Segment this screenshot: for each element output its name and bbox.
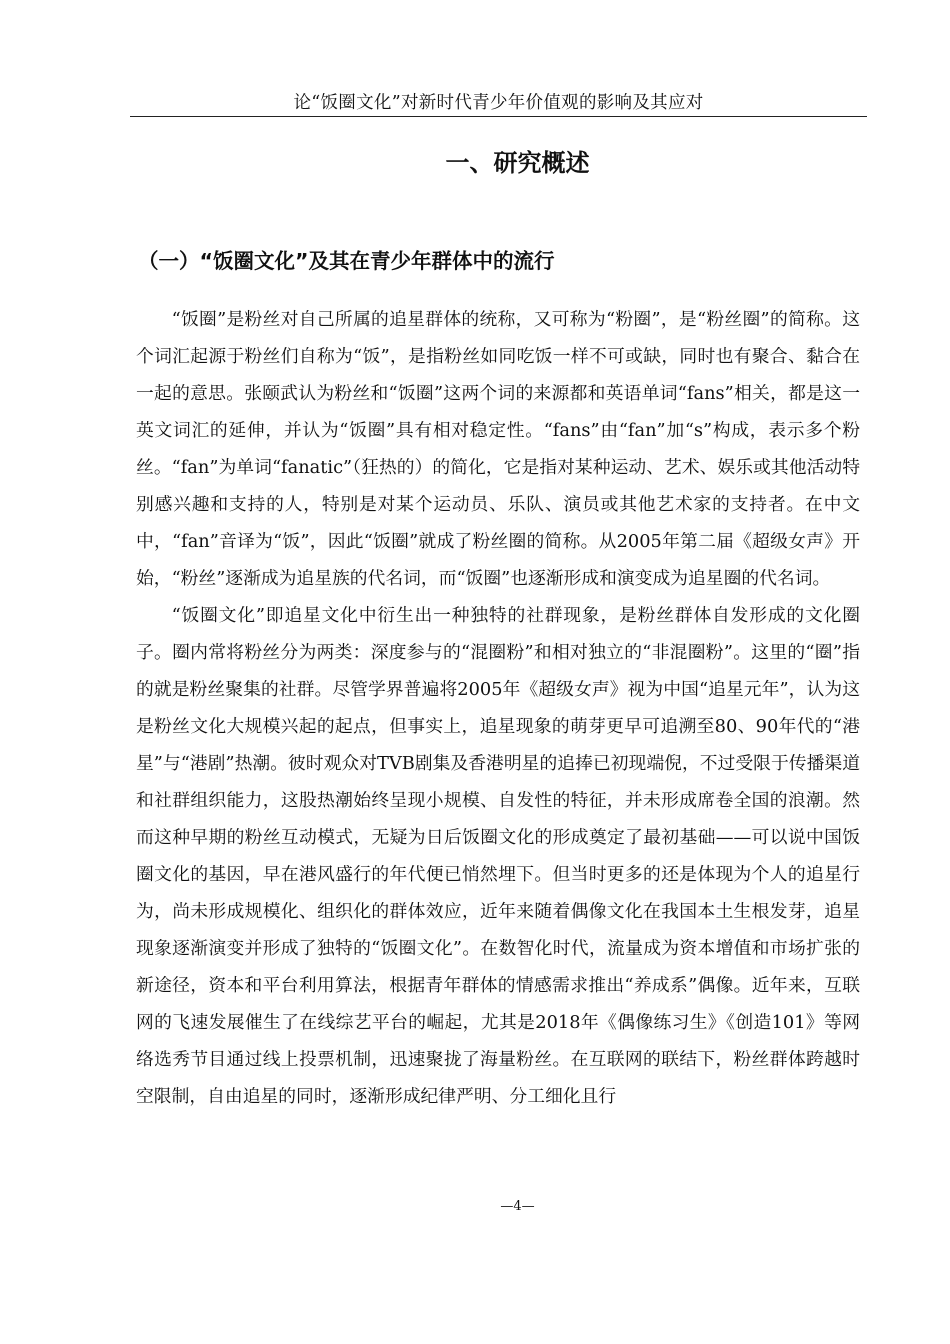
running-header: 论“饭圈文化”对新时代青少年价值观的影响及其应对	[293, 93, 704, 113]
chapter-title: 一、研究概述	[445, 149, 590, 177]
header-rule	[130, 116, 867, 117]
paragraph: “饭圈”是粉丝对自己所属的追星群体的统称，又可称为“粉圈”，是“粉丝圈”的简称。这个词汇起源于粉丝们自称为“饭”，是指粉丝如同吃饭一样不可或缺，同时也有聚合、黏合在一起的意思。张颐武认为粉丝和“饭圈”这两个词的来源都和英语单词“fans”相关，都是这一英文词汇的延伸，并认为“饭圈”具有相对稳定性。“fans”由“fan”加“s”构成，表示多个粉丝。“fan”为单词“fanatic”（狂热的）的简化，它是指对某种运动、艺术、娱乐或其他活动特别感兴趣和支持的人，特别是对某个运动员、乐队、演员或其他艺术家的支持者。在中文中，“fan”音译为“饭”，因此“饭圈”就成了粉丝圈的简称。从2005年第二届《超级女声》开始，“粉丝”逐渐成为追星族的代名词，而“饭圈”也逐渐形成和演变成为追星圈的代名词。	[136, 309, 860, 589]
paragraph: “饭圈文化”即追星文化中衍生出一种独特的社群现象，是粉丝群体自发形成的文化圈子。圈内常将粉丝分为两类：深度参与的“混圈粉”和相对独立的“非混圈粉”。这里的“圈”指的就是粉丝聚集的社群。尽管学界普遍将2005年《超级女声》视为中国“追星元年”，认为这是粉丝文化大规模兴起的起点，但事实上，追星现象的萌芽更早可追溯至80、90年代的“港星”与“港剧”热潮。彼时观众对TVB剧集及香港明星的追捧已初现端倪，不过受限于传播渠道和社群组织能力，这股热潮始终呈现小规模、自发性的特征，并未形成席卷全国的浪潮。然而这种早期的粉丝互动模式，无疑为日后饭圈文化的形成奠定了最初基础——可以说中国饭圈文化的基因，早在港风盛行的年代便已悄然埋下。但当时更多的还是体现为个人的追星行为，尚未形成规模化、组织化的群体效应，近年来随着偶像文化在我国本土生根发芽，追星现象逐渐演变并形成了独特的“饭圈文化”。在数智化时代，流量成为资本增值和市场扩张的新途径，资本和平台利用算法，根据青年群体的情感需求推出“养成系”偶像。近年来，互联网的飞速发展催生了在线综艺平台的崛起，尤其是2018年《偶像练习生》《创造101》等网络选秀节目通过线上投票机制，迅速聚拢了海量粉丝。在互联网的联结下，粉丝群体跨越时空限制，自由追星的同时，逐渐形成纪律严明、分工细化且行	[136, 605, 860, 1107]
body-text	[136, 301, 860, 1115]
section-title: （一）“饭圈文化”及其在青少年群体中的流行	[138, 249, 555, 273]
page-number: —4—	[500, 1199, 535, 1214]
